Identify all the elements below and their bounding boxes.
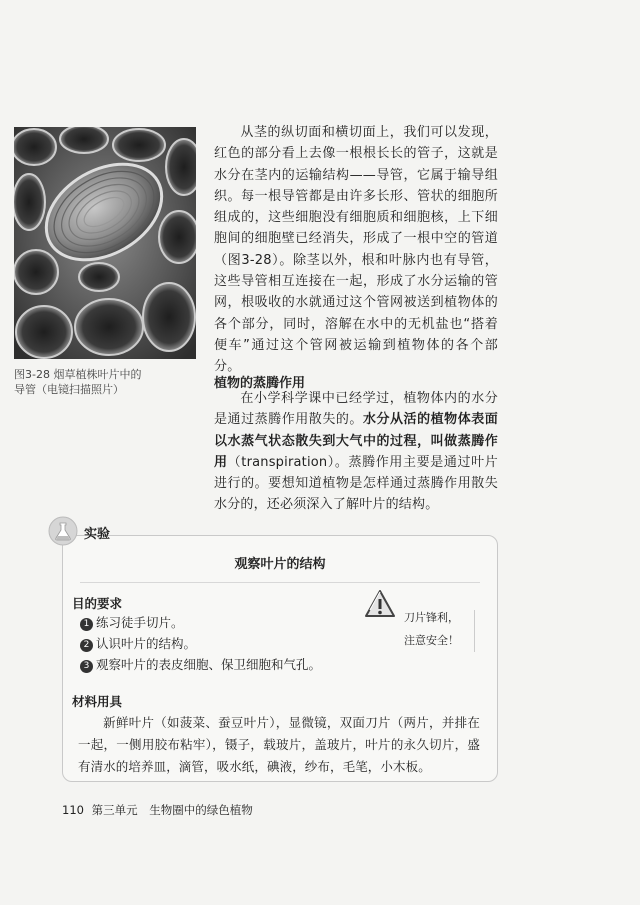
goals-heading: 目的要求 bbox=[72, 596, 123, 611]
goal-text: 观察叶片的表皮细胞、保卫细胞和气孔。 bbox=[96, 657, 322, 672]
paragraph-transpiration bbox=[214, 388, 498, 516]
goal-item bbox=[80, 655, 321, 673]
goal-text: 练习徒手切片。 bbox=[96, 615, 184, 630]
figure-caption-line1: 图3-28 烟草植株叶片中的 bbox=[14, 368, 142, 381]
warning-bracket bbox=[470, 610, 475, 652]
transpiration-definition: 水分从活的植物体表面以水蒸气状态散失到大气中的过程，叫做蒸腾作用 bbox=[214, 412, 498, 470]
sem-vessel-photo bbox=[14, 127, 196, 359]
materials-text bbox=[78, 712, 480, 778]
materials-heading: 材料用具 bbox=[72, 694, 123, 709]
paragraph-vessel-text: 从茎的纵切面和横切面上，我们可以发现，红色的部分看上去像一根根长长的管子，这就是水分在茎内的运输结构——导管，它属于输导组织。每一根导管都是由许多长形、管状的细胞所组成的，这些细胞没有细胞质和细胞核，上下细胞间的细胞壁已经消失，形成了一根中空的管道（图3-28）。除茎以外，根和叶脉内也有导管，这些导管相互连接在一起，形成了水分运输的管网，根吸收的水就通过这个管网被送到植物体的各个部分，同时，溶解在水中的无机盐也“搭着便车”通过这个管网被运输到植物体的各个部分。 bbox=[214, 125, 498, 375]
section-heading-transpiration: 植物的蒸腾作用 bbox=[214, 376, 306, 391]
unit-label: 第三单元 bbox=[91, 803, 138, 817]
warning-icon bbox=[364, 589, 396, 619]
experiment-label: 实验 bbox=[84, 527, 111, 542]
paragraph-vessel bbox=[214, 122, 498, 378]
paragraph-transpiration-part2: （transpiration）。蒸腾作用主要是通过叶片进行的。要想知道植物是怎样通过蒸腾作用散失水分的，还必须深入了解叶片的结构。 bbox=[214, 454, 499, 513]
goal-text: 认识叶片的结构。 bbox=[96, 636, 197, 651]
divider bbox=[80, 582, 480, 583]
goal-number: 1 bbox=[80, 618, 93, 631]
page-number: 110 bbox=[62, 803, 84, 817]
experiment-title: 观察叶片的结构 bbox=[234, 557, 326, 572]
safety-warning-line1: 刀片锋利， bbox=[404, 611, 459, 624]
materials-list: 新鲜叶片（如菠菜、蚕豆叶片），显微镜，双面刀片（两片，并排在一起，一侧用胶布粘牢），镊子，载玻片，盖玻片，叶片的永久切片，盛有清水的培养皿，滴管，吸水纸，碘液，纱布，毛笔，小木板。 bbox=[78, 715, 480, 774]
page-footer bbox=[62, 802, 253, 818]
safety-warning-line2: 注意安全！ bbox=[404, 634, 459, 647]
goal-number: 2 bbox=[80, 639, 93, 652]
goal-number: 3 bbox=[80, 660, 93, 673]
goal-item bbox=[80, 613, 184, 631]
goal-item bbox=[80, 634, 196, 652]
experiment-flask-icon bbox=[48, 516, 78, 546]
figure-caption-line2: 导管（电镜扫描照片） bbox=[14, 383, 124, 396]
paragraph-transpiration-part1: 在小学科学课中已经学过，植物体内的水分是通过蒸腾作用散失的。 bbox=[214, 391, 498, 428]
figure-caption bbox=[14, 367, 204, 397]
safety-warning bbox=[404, 606, 459, 652]
unit-title: 生物圈中的绿色植物 bbox=[149, 803, 253, 817]
